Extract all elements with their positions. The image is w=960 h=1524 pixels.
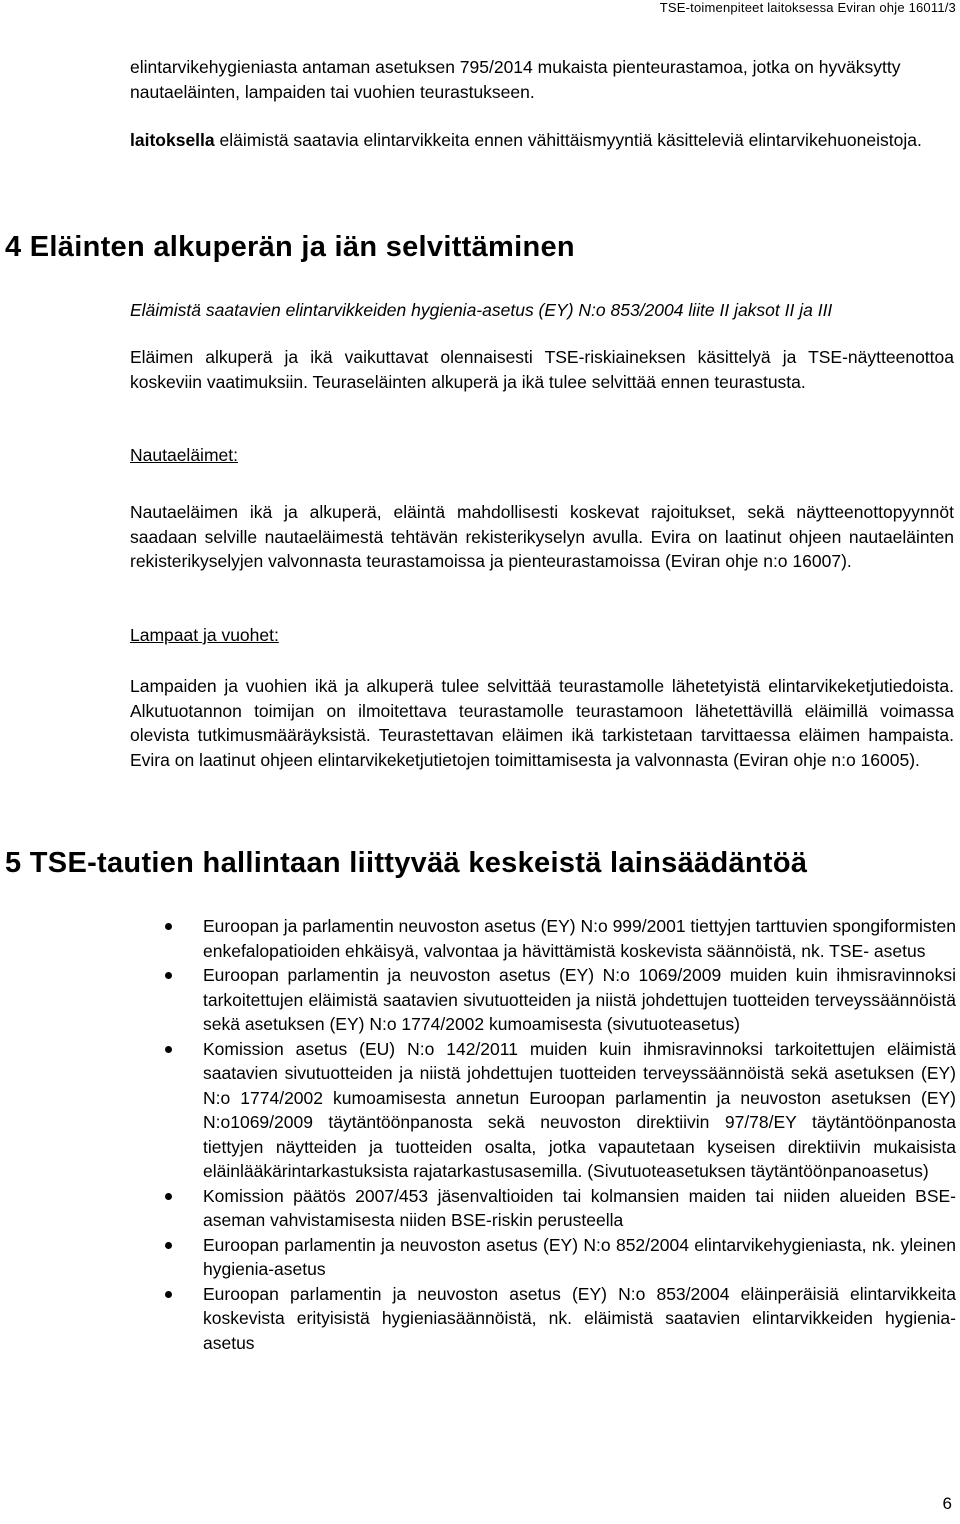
bullet-icon bbox=[165, 1193, 172, 1200]
bullet-icon bbox=[165, 1242, 172, 1249]
bullet-icon bbox=[165, 1046, 172, 1053]
running-header: TSE-toimenpiteet laitoksessa Eviran ohje 16011/3 bbox=[659, 0, 956, 15]
list-item-text: Euroopan parlamentin ja neuvoston asetus (EY) N:o 853/2004 eläinperäisiä elintarvikkeita koskevista erityisistä hygieniasäännöistä, nk. eläimistä saatavien elintarvikkeiden hygienia-asetus bbox=[203, 1283, 956, 1353]
list-item bbox=[160, 914, 956, 963]
section-4-paragraph: Eläimen alkuperä ja ikä vaikuttavat olennaisesti TSE-riskiaineksen käsittelyä ja TSE-näytteenottoa koskeviin vaatimuksiin. Teuraseläinten alkuperä ja ikä tulee selvittää ennen teurastusta. bbox=[130, 347, 954, 392]
intro-paragraph-1: elintarvikehygieniasta antaman asetuksen 795/2014 mukaista pienteurastamoa, jotka on hyväksytty nautaeläinten, lampaiden tai vuohien teurastukseen. bbox=[130, 57, 901, 102]
list-item bbox=[160, 963, 956, 1037]
list-item bbox=[160, 1184, 956, 1233]
sheep-goats-paragraph: Lampaiden ja vuohien ikä ja alkuperä tulee selvittää teurastamolle lähetetyistä elintarvikeketjutiedoista. Alkutuotannon toimijan on ilmoitettava teurastamolle teurastamoon lähetettävillä eläimillä voimassa olevista tutkimusmääräyksistä. Teurastettavan eläimen ikä tarkistetaan tarvittaessa eläimen hampaista. Evira on laatinut ohjeen elintarvikeketjutietojen toimittamisesta ja valvonnasta (Eviran ohje n:o 16005). bbox=[130, 676, 954, 770]
bullet-icon bbox=[165, 923, 172, 930]
section-4-heading: 4 Eläinten alkuperän ja iän selvittäminen bbox=[5, 231, 575, 263]
cattle-paragraph: Nautaeläimen ikä ja alkuperä, eläintä mahdollisesti koskevat rajoitukset, sekä näytteenottopyynnöt saadaan selville nautaeläimestä tehtävän rekisterikyselyn avulla. Evira on laatinut ohjeen nautaeläinten rekisterikyselyjen valvonnasta teurastamoissa ja pienteurastamoissa (Eviran ohje n:o 16007). bbox=[130, 502, 954, 571]
intro-paragraph-2 bbox=[130, 128, 954, 153]
list-item bbox=[160, 1037, 956, 1184]
list-item-text: Euroopan parlamentin ja neuvoston asetus (EY) N:o 852/2004 elintarvikehygieniasta, nk. yleinen hygienia-asetus bbox=[203, 1234, 956, 1279]
regulation-reference: Eläimistä saatavien elintarvikkeiden hygienia-asetus (EY) N:o 853/2004 liite II jaksot II ja III bbox=[130, 300, 833, 320]
legislation-list bbox=[160, 914, 956, 1355]
sheep-goats-subheading: Lampaat ja vuohet: bbox=[130, 625, 279, 645]
list-item-text: Euroopan parlamentin ja neuvoston asetus (EY) N:o 1069/2009 muiden kuin ihmisravinnoksi tarkoitettujen eläimistä saatavien sivutuotteiden ja niistä johdettujen tuotteiden terveyssäännöistä sekä asetuksen (EY) N:o 1774/2002 kumoamisesta (sivutuoteasetus) bbox=[203, 965, 956, 1034]
page-number: 6 bbox=[942, 1494, 952, 1513]
bullet-icon bbox=[165, 1291, 172, 1298]
bullet-icon bbox=[165, 972, 172, 979]
list-item-text: Komission päätös 2007/453 jäsenvaltioiden tai kolmansien maiden tai niiden alueiden BSE-aseman vahvistamisesta niiden BSE-riskin perusteella bbox=[203, 1185, 956, 1230]
intro-bold-term: laitoksella bbox=[130, 130, 215, 150]
section-5-heading: 5 TSE-tautien hallintaan liittyvää keskeistä lainsäädäntöä bbox=[5, 847, 808, 879]
list-item bbox=[160, 1233, 956, 1282]
list-item-text: Komission asetus (EU) N:o 142/2011 muiden kuin ihmisravinnoksi tarkoitettujen eläimistä saatavien sivutuotteiden ja niistä johdettujen tuotteiden terveyssäännöistä sekä asetuksen (EY) N:o 1774/2002 kumoamisesta annetun Euroopan parlamentin ja neuvoston asetuksen (EY) N:o1069/2009 täytäntöönpanosta sekä neuvoston direktiivin 97/78/EY täytäntöönpanosta tiettyjen näytteiden ja tuotteiden osalta, jotka vapautetaan kyseisen direktiivin mukaisista eläinlääkärintarkastuksista rajatarkastusasemilla. (Sivutuoteasetuksen täytäntöönpanoasetus) bbox=[203, 1038, 956, 1181]
list-item-text: Euroopan ja parlamentin neuvoston asetus (EY) N:o 999/2001 tiettyjen tarttuvien spongiformisten enkefalopatioiden ehkäisyä, valvontaa ja hävittämistä koskevista säännöistä, nk. TSE- asetus bbox=[203, 916, 956, 961]
cattle-subheading: Nautaeläimet: bbox=[130, 445, 238, 465]
intro-paragraph-2-text: eläimistä saatavia elintarvikkeita ennen vähittäismyyntiä käsitteleviä elintarvikehuoneistoja. bbox=[214, 130, 922, 150]
list-item bbox=[160, 1282, 956, 1356]
